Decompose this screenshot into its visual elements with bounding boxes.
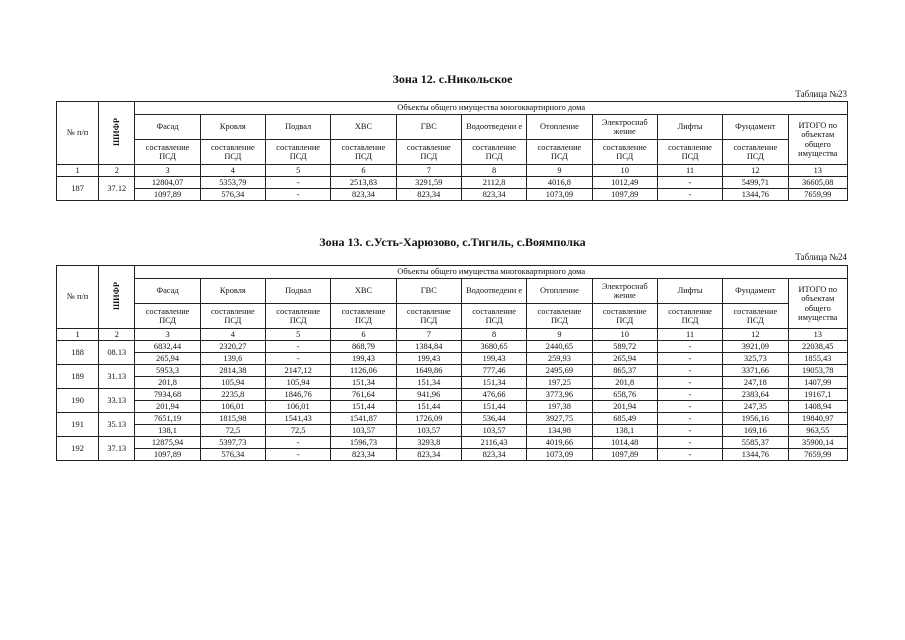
cost-value: 963,55	[788, 425, 848, 437]
cost-value: 1097,89	[592, 189, 657, 201]
cost-value: 265,94	[135, 353, 200, 365]
cost-value: 138,1	[592, 425, 657, 437]
column-header: Фундамент	[723, 115, 788, 140]
column-header: ИТОГО по объектам общего имущества	[788, 115, 848, 165]
column-header: Водоотведени е	[461, 115, 526, 140]
cost-value: 1846,76	[266, 389, 331, 401]
property-table-23	[56, 101, 848, 201]
num-column-header: № п/п	[57, 102, 99, 165]
column-number: 11	[657, 165, 722, 177]
cost-value: 19167,1	[788, 389, 848, 401]
cost-value: 1649,86	[396, 365, 461, 377]
zone-title-1: Зона 12. с.Никольское	[392, 72, 513, 86]
cost-value: 151,44	[396, 401, 461, 413]
cost-value: 3293,8	[396, 437, 461, 449]
column-number: 13	[788, 329, 848, 341]
cost-value: -	[657, 189, 722, 201]
sub-header: составление ПСД	[723, 140, 788, 165]
cost-value: 105,94	[266, 377, 331, 389]
column-number: 2	[99, 165, 135, 177]
cost-value: 1097,89	[135, 449, 200, 461]
cost-value: 106,01	[200, 401, 265, 413]
column-number: 9	[527, 165, 592, 177]
column-header: Фундамент	[723, 279, 788, 304]
cost-value: -	[657, 401, 722, 413]
cost-value: 1126,06	[331, 365, 396, 377]
sub-header: составление ПСД	[592, 304, 657, 329]
cost-value: 151,34	[331, 377, 396, 389]
cost-value: 536,44	[461, 413, 526, 425]
table-row	[57, 437, 848, 449]
cost-value: 199,43	[461, 353, 526, 365]
column-header: Кровля	[200, 115, 265, 140]
sub-header: составление ПСД	[657, 140, 722, 165]
cost-value: 3773,96	[527, 389, 592, 401]
cost-value: 2814,38	[200, 365, 265, 377]
property-table-24	[56, 265, 848, 461]
cost-value: 1541,43	[266, 413, 331, 425]
column-header: ХВС	[331, 115, 396, 140]
row-number: 191	[57, 413, 99, 437]
sub-header: составление ПСД	[135, 140, 200, 165]
cost-value: 1408,94	[788, 401, 848, 413]
row-code: 37.12	[99, 177, 135, 201]
column-header: Водоотведени е	[461, 279, 526, 304]
cost-value: 2495,69	[527, 365, 592, 377]
table-row	[57, 401, 848, 413]
row-number: 187	[57, 177, 99, 201]
column-number: 12	[723, 329, 788, 341]
column-header: ГВС	[396, 115, 461, 140]
cost-value: 35900,14	[788, 437, 848, 449]
sub-header-row	[57, 304, 848, 329]
column-header: Подвал	[266, 115, 331, 140]
cost-value: -	[266, 437, 331, 449]
cost-value: 865,37	[592, 365, 657, 377]
table-row	[57, 177, 848, 189]
cost-value: 2116,43	[461, 437, 526, 449]
column-number: 1	[57, 329, 99, 341]
table-row	[57, 413, 848, 425]
cost-value: 2147,12	[266, 365, 331, 377]
column-header: Подвал	[266, 279, 331, 304]
column-number: 5	[266, 165, 331, 177]
cost-value: 169,16	[723, 425, 788, 437]
cost-value: 201,94	[135, 401, 200, 413]
column-header: ИТОГО по объектам общего имущества	[788, 279, 848, 329]
column-number: 6	[331, 329, 396, 341]
column-header: Лифты	[657, 279, 722, 304]
cost-value: 1344,76	[723, 189, 788, 201]
column-header: Электроснаб жение	[592, 115, 657, 140]
table-row	[57, 365, 848, 377]
cost-value: 12875,94	[135, 437, 200, 449]
column-number: 11	[657, 329, 722, 341]
zone-title-2: Зона 13. с.Усть-Харюзово, с.Тигиль, с.Воямполка	[319, 235, 586, 249]
sub-header: составление ПСД	[527, 304, 592, 329]
cost-value: 777,46	[461, 365, 526, 377]
cost-value: -	[657, 353, 722, 365]
sub-header: составление ПСД	[461, 140, 526, 165]
cost-value: 201,8	[135, 377, 200, 389]
cost-value: 19053,78	[788, 365, 848, 377]
table-row	[57, 389, 848, 401]
cost-value: 476,66	[461, 389, 526, 401]
column-number: 10	[592, 165, 657, 177]
column-number: 9	[527, 329, 592, 341]
cost-value: 247,35	[723, 401, 788, 413]
cost-value: 1384,84	[396, 341, 461, 353]
cost-value: 1097,89	[592, 449, 657, 461]
cost-value: -	[657, 389, 722, 401]
sub-header: составление ПСД	[657, 304, 722, 329]
code-column-label: ШИФР	[112, 281, 122, 310]
cost-value: 139,6	[200, 353, 265, 365]
column-header: ХВС	[331, 279, 396, 304]
cost-value: 823,34	[396, 449, 461, 461]
column-number: 5	[266, 329, 331, 341]
cost-value: 868,79	[331, 341, 396, 353]
cost-value: 7934,68	[135, 389, 200, 401]
column-header: Отопление	[527, 115, 592, 140]
code-column-header	[99, 102, 135, 165]
cost-value: -	[266, 353, 331, 365]
code-column-header	[99, 266, 135, 329]
row-number: 190	[57, 389, 99, 413]
cost-value: 2440,65	[527, 341, 592, 353]
cost-value: 5499,71	[723, 177, 788, 189]
column-number: 8	[461, 329, 526, 341]
column-number: 1	[57, 165, 99, 177]
cost-value: 5953,3	[135, 365, 200, 377]
cost-value: 199,43	[331, 353, 396, 365]
cost-value: 201,94	[592, 401, 657, 413]
column-header: Электроснаб жение	[592, 279, 657, 304]
cost-value: 36605,08	[788, 177, 848, 189]
table-row	[57, 353, 848, 365]
cost-value: 151,44	[461, 401, 526, 413]
cost-value: -	[657, 437, 722, 449]
sub-header: составление ПСД	[266, 140, 331, 165]
column-number: 3	[135, 329, 200, 341]
cost-value: -	[657, 449, 722, 461]
cost-value: 1073,09	[527, 449, 592, 461]
cost-value: 197,38	[527, 401, 592, 413]
code-column-label: ШИФР	[112, 117, 122, 146]
table-row	[57, 449, 848, 461]
row-number: 188	[57, 341, 99, 365]
cost-value: 103,57	[331, 425, 396, 437]
cost-value: 247,18	[723, 377, 788, 389]
cost-value: 106,01	[266, 401, 331, 413]
cost-value: -	[657, 365, 722, 377]
cost-value: 2320,27	[200, 341, 265, 353]
sub-header-row	[57, 140, 848, 165]
cost-value: 823,34	[461, 189, 526, 201]
cost-value: 1815,98	[200, 413, 265, 425]
sub-header: составление ПСД	[461, 304, 526, 329]
row-code: 31.13	[99, 365, 135, 389]
cost-value: 5585,37	[723, 437, 788, 449]
cost-value: 3291,59	[396, 177, 461, 189]
cost-value: -	[266, 341, 331, 353]
table-number-1: Таблица №23	[795, 89, 847, 99]
cost-value: 1596,73	[331, 437, 396, 449]
cost-value: 1956,16	[723, 413, 788, 425]
cost-value: 1726,09	[396, 413, 461, 425]
row-code: 35.13	[99, 413, 135, 437]
sub-header: составление ПСД	[723, 304, 788, 329]
cost-value: 151,44	[331, 401, 396, 413]
cost-value: 199,43	[396, 353, 461, 365]
column-number: 4	[200, 165, 265, 177]
table-row	[57, 341, 848, 353]
cost-value: 5397,73	[200, 437, 265, 449]
cost-value: 2383,64	[723, 389, 788, 401]
cost-value: 151,34	[461, 377, 526, 389]
table-row	[57, 189, 848, 201]
cost-value: 576,34	[200, 189, 265, 201]
cost-value: 134,98	[527, 425, 592, 437]
table-number-2: Таблица №24	[795, 252, 847, 262]
row-number: 189	[57, 365, 99, 389]
sub-header: составление ПСД	[331, 304, 396, 329]
cost-value: 1855,43	[788, 353, 848, 365]
cost-value: 941,96	[396, 389, 461, 401]
cost-value: 7659,99	[788, 449, 848, 461]
sub-header: составление ПСД	[135, 304, 200, 329]
column-number: 8	[461, 165, 526, 177]
sub-header: составление ПСД	[331, 140, 396, 165]
column-number: 12	[723, 165, 788, 177]
cost-value: 823,34	[396, 189, 461, 201]
cost-value: 138,1	[135, 425, 200, 437]
cost-value: 4019,66	[527, 437, 592, 449]
cost-value: 823,34	[331, 189, 396, 201]
cost-value: -	[266, 177, 331, 189]
column-numbers-row	[57, 165, 848, 177]
cost-value: 72,5	[200, 425, 265, 437]
cost-value: 2235,8	[200, 389, 265, 401]
cost-value: 6832,44	[135, 341, 200, 353]
cost-value: 589,72	[592, 341, 657, 353]
cost-value: 7651,19	[135, 413, 200, 425]
row-number: 192	[57, 437, 99, 461]
cost-value: 576,34	[200, 449, 265, 461]
sub-header: составление ПСД	[396, 304, 461, 329]
table-row	[57, 377, 848, 389]
cost-value: 22038,45	[788, 341, 848, 353]
column-number: 10	[592, 329, 657, 341]
column-header: ГВС	[396, 279, 461, 304]
column-header: Фасад	[135, 279, 200, 304]
sub-header: составление ПСД	[200, 140, 265, 165]
cost-value: 103,57	[396, 425, 461, 437]
cost-value: -	[657, 377, 722, 389]
cost-value: 1012,49	[592, 177, 657, 189]
column-header: Кровля	[200, 279, 265, 304]
cost-value: 685,49	[592, 413, 657, 425]
group-header: Объекты общего имущества многоквартирного дома	[135, 102, 848, 115]
cost-value: 7659,99	[788, 189, 848, 201]
cost-value: 1014,48	[592, 437, 657, 449]
cost-value: 72,5	[266, 425, 331, 437]
cost-value: 1073,09	[527, 189, 592, 201]
cost-value: 3921,09	[723, 341, 788, 353]
cost-value: 3371,66	[723, 365, 788, 377]
cost-value: 201,8	[592, 377, 657, 389]
cost-value: 823,34	[461, 449, 526, 461]
cost-value: 3927,75	[527, 413, 592, 425]
cost-value: 103,57	[461, 425, 526, 437]
cost-value: 658,76	[592, 389, 657, 401]
column-number: 7	[396, 329, 461, 341]
cost-value: 105,94	[200, 377, 265, 389]
column-number: 7	[396, 165, 461, 177]
column-number: 13	[788, 165, 848, 177]
row-code: 33.13	[99, 389, 135, 413]
cost-value: 12804,07	[135, 177, 200, 189]
sub-header: составление ПСД	[527, 140, 592, 165]
cost-value: 197,25	[527, 377, 592, 389]
cost-value: 259,93	[527, 353, 592, 365]
cost-value: 5353,79	[200, 177, 265, 189]
column-number: 6	[331, 165, 396, 177]
num-column-header: № п/п	[57, 266, 99, 329]
cost-value: 1541,87	[331, 413, 396, 425]
cost-value: -	[657, 425, 722, 437]
column-names-row	[57, 279, 848, 304]
group-header: Объекты общего имущества многоквартирного дома	[135, 266, 848, 279]
column-number: 3	[135, 165, 200, 177]
column-number: 4	[200, 329, 265, 341]
sub-header: составление ПСД	[592, 140, 657, 165]
cost-value: 823,34	[331, 449, 396, 461]
cost-value: 3680,65	[461, 341, 526, 353]
column-names-row	[57, 115, 848, 140]
cost-value: 1407,99	[788, 377, 848, 389]
cost-value: -	[266, 449, 331, 461]
column-header: Лифты	[657, 115, 722, 140]
cost-value: 761,64	[331, 389, 396, 401]
cost-value: 325,73	[723, 353, 788, 365]
cost-value: -	[266, 189, 331, 201]
header-row	[57, 266, 848, 279]
cost-value: 265,94	[592, 353, 657, 365]
cost-value: -	[657, 341, 722, 353]
header-row	[57, 102, 848, 115]
column-number: 2	[99, 329, 135, 341]
cost-value: 2513,83	[331, 177, 396, 189]
cost-value: -	[657, 177, 722, 189]
cost-value: 4016,8	[527, 177, 592, 189]
column-header: Фасад	[135, 115, 200, 140]
cost-value: 19840,97	[788, 413, 848, 425]
cost-value: 151,34	[396, 377, 461, 389]
cost-value: 1097,89	[135, 189, 200, 201]
cost-value: -	[657, 413, 722, 425]
column-numbers-row	[57, 329, 848, 341]
table-row	[57, 425, 848, 437]
column-header: Отопление	[527, 279, 592, 304]
cost-value: 1344,76	[723, 449, 788, 461]
row-code: 37.13	[99, 437, 135, 461]
sub-header: составление ПСД	[200, 304, 265, 329]
row-code: 08.13	[99, 341, 135, 365]
sub-header: составление ПСД	[396, 140, 461, 165]
cost-value: 2112,8	[461, 177, 526, 189]
sub-header: составление ПСД	[266, 304, 331, 329]
